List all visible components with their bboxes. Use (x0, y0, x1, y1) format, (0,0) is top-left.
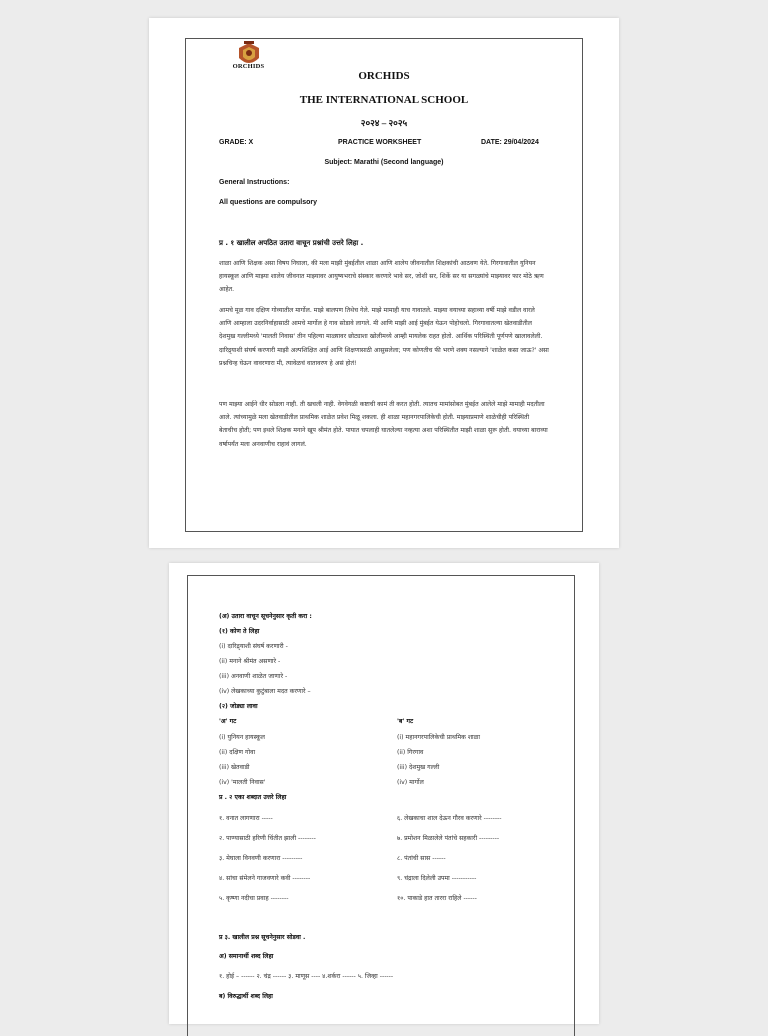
q2-item: ७. प्रमोशन मिळालेले पंतांचे सहकारी --------- (397, 835, 500, 842)
school-full-name: THE INTERNATIONAL SCHOOL (299, 94, 469, 106)
match-item-b: (ii) गिरगाव (397, 749, 424, 756)
match-item-a: (ii) दक्षिण गोवा (219, 749, 256, 756)
q2-item: १. वनात लागणारा ----- (219, 815, 273, 822)
q2-item: ८. पंतांची सास ------ (397, 855, 446, 862)
grade-label: GRADE: X (219, 139, 254, 146)
kon-te-heading: (१) कोण ते लिहा (219, 628, 260, 635)
date-label: DATE: 29/04/2024 (481, 139, 539, 146)
antonyms-heading: ब) विरुद्धार्थी शब्द लिहा (219, 993, 273, 1000)
match-item-a: (iii) खेतवाडी (219, 764, 250, 771)
question-3-heading: प्र ३. खालील प्रश्न सूचनेनुसार सोडवा . (219, 934, 306, 941)
section-a-heading: (अ) उतारा वाचून सूचनेनुसार कृती करा : (219, 613, 312, 620)
column-b-heading: 'ब' गट (397, 718, 414, 725)
match-item-b: (i) महानगरपालिकेची प्राथमिक शाळा (397, 734, 480, 741)
passage-paragraph-3: पण माझ्या आईने धीर सोडला नाही. ती खचली नाही. वेगवेगळी कष्टाची कामं ती करत होती. त्यातच मामांसोबत मुंबईत आलेले माझे मामाही मदतीला आले. त्यांच्यामुळे मला खेतवाडीतील प्राथमिक शाळेत प्रवेश मिळू शकला. ही शाळा महानगरपालिकेची होती. माझ्याप्रमाणे शाळेचीही परिस्थिती बेताचीच होती; पण इथले शिक्षक मनाने खूप श्रीमंत होते. पायात चपलाही घातलेल्या नव्हत्या अशा परिस्थितीत माझी शाळा सुरू होती. वयाच्या बाराव्या वर्षापर्यंत मला अनवाणीच राहावं लागलं. (219, 401, 548, 448)
q2-item: ५. कृष्णा नदीचा प्रवाह -------- (219, 895, 289, 902)
list-item: (iii) अनवाणी शाळेत जाणारे - (219, 673, 288, 680)
q2-item: ६. लेखकाचा शाल देऊन गौरव करणारे -------- (397, 815, 502, 822)
question-1-heading: प्र . १ खालील अपठित उतारा वाचून प्रश्नांची उत्तरे लिहा . (219, 239, 364, 247)
synonyms-items: १. होई – ------ २. चंद्र ------ ३. माणूस ---- ४.शर्करा ------ ५. जिव्हा ------ (219, 973, 394, 980)
q2-item: ९. चंद्राला दिलेली उपमा ----------- (397, 875, 477, 882)
q2-item: १०. पाकाडे हात ताररा राहिले ------ (397, 895, 477, 902)
question-2-heading: प्र . २ एका शब्दात उत्तरे लिहा (219, 794, 287, 801)
match-item-b: (iv) मार्गोल (397, 779, 424, 786)
worksheet-label: PRACTICE WORKSHEET (338, 139, 422, 146)
passage-paragraph-1: शाळा आणि शिक्षक असा विषय निघाला, की मला माझी मुंबईतील शाळा आणि शालेय जीवनातील शिक्षकांची आठवण येते. गिरगावातील युनियन हायस्कूल आणि माझ्या शालेय जीवनात माझ्यावर आयुष्यभराचे संस्कार करणारे भावे सर, जोशी सर, शिर्के सर या सगळ्यांचे माझ्यावर फार मोठे ऋण आहेत. (219, 260, 544, 294)
list-item: (iv) लेखकाच्या कुटुंबाला मदत करणारे – (219, 688, 311, 695)
subject-label: Subject: Marathi (Second language) (324, 159, 444, 166)
match-item-b: (iii) देशमुख गल्ली (397, 764, 440, 771)
q2-item: ४. सांचा संमेलने गाजवणारे कवी -------- (219, 875, 311, 882)
instructions-heading: General Instructions: (219, 179, 290, 186)
list-item: (i) दारिद्र्याशी संघर्ष करणारी - (219, 643, 288, 650)
list-item: (ii) मनाने श्रीमंत असणारे - (219, 658, 281, 665)
academic-year: २०२४ – २०२५ (360, 118, 408, 128)
passage-paragraph-2: आमचे मूळ गाव दक्षिण गोव्यातील मार्गोल. माझे बालपण तिथेच गेले. माझे मामाही याच गावातले. माझ्या वयाच्या सहाव्या वर्षी माझे वडील वारले आणि आम्हाला उदरनिर्वाहासाठी आमचे मार्गोल हे गाव सोडावे लागले. मी आणि माझी आई मुंबईत येऊन पोहोचलो. गिरगावातल्या खेतवाडीतील देशमुख गल्लीमध्ये 'मालती निवास' तीन पहिल्या माळ्यावर छोट्याशा खोलीमध्ये आम्ही मायलेक राहत होतो. आर्थिक परिस्थिती पूर्णपणे खालावलेली. दारिद्र्याशी संघर्ष करणारी माझी अल्पशिक्षित आई आणि शिक्षणासाठी आसुसलेला; पण कोणतीच फी भरणे शक्य नसल्याने 'शाळेत कसा जाऊ?' असा प्रश्नचिन्ह घेऊन वावरणारा मी, त्यावेळचं वातावरण हे असं होतं! (219, 307, 549, 367)
match-item-a: (i) युनियन हायस्कूल (219, 734, 265, 741)
synonyms-heading: अ) समानार्थी शब्द लिहा (219, 953, 274, 960)
q2-item: ३. मेघाला विनवणी करणारा --------- (219, 855, 303, 862)
jodya-heading: (२) जोड्या लावा (219, 703, 258, 710)
match-item-a: (iv) 'मालती निवास' (219, 779, 266, 786)
column-a-heading: 'अ' गट (219, 718, 237, 725)
logo-text: ORCHIDS (232, 63, 265, 70)
instructions-text: All questions are compulsory (219, 199, 318, 206)
school-name: ORCHIDS (358, 70, 410, 82)
q2-item: २. पाण्यासाठी हरिणी चिंतीत झाली -------- (219, 835, 316, 842)
